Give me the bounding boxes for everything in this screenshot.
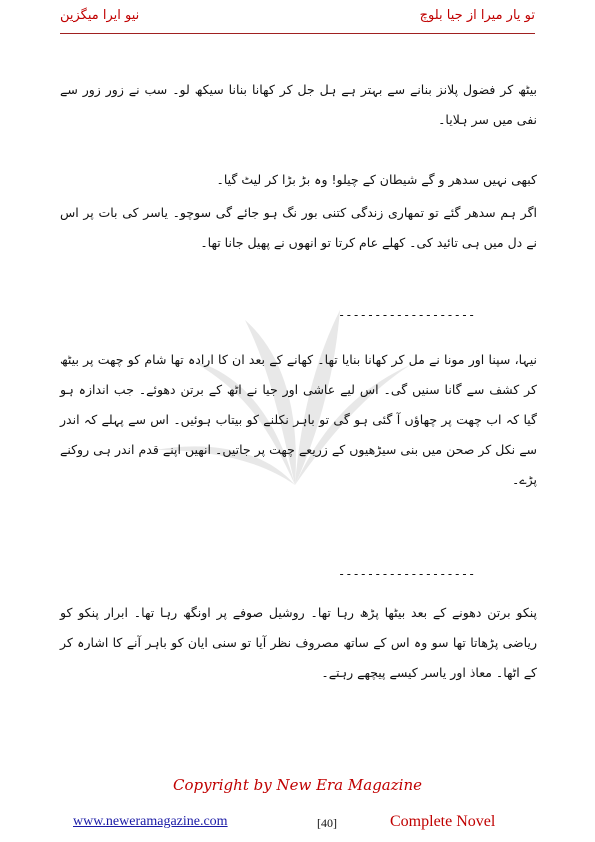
section-separator: ------------------- (338, 567, 476, 581)
footer-copyright: Copyright by New Era Magazine (173, 776, 422, 794)
paragraph-3: اگر ہم سدھر گئے تو تمھاری زندگی کتنی بور نگ ہو جائے گی سوچو۔ یاسر کی بات پر اس نے دل میں ہی تائید کی۔ کھلے عام کرتا تو انھوں نے پھیل جانا تھا۔ (60, 205, 537, 250)
paragraph-4: نیہا، سپنا اور مونا نے مل کر کھانا بنایا تھا۔ کھانے کے بعد ان کا ارادہ تھا شام کو چھت پر بیٹھ کر کشف سے گانا سنیں گی۔ اس لیے عاشی اور جیا نے اٹھ کے برتن دھوئے۔ جب اندازہ ہو گیا کہ اب چھت پر چھاؤں آ گئی ہو گی تو باہر نکلنے کو بیتاب ہوئیں۔ اس سے پہلے کہ اندر سے نکل کر صحن میں بنی سیڑھیوں کے زریعے چھت پر جاتیں۔ انھیں اپنے قدم اندر ہی روکنے پڑے۔ (60, 352, 537, 487)
footer-page-number: [40] (317, 816, 337, 830)
header-divider (60, 33, 535, 34)
header-magazine-name: نیو ایرا میگزین (60, 8, 140, 23)
footer-website-link[interactable]: www.neweramagazine.com (73, 814, 228, 829)
header-novel-author: تو یار میرا از جیا بلوچ (419, 8, 535, 23)
paragraph-1: بیٹھ کر فضول پلانز بنانے سے بہتر ہے ہل جل کر کھانا بنانا سیکھ لو۔ سب نے زور زور سے نفی میں سر ہلایا۔ (60, 82, 537, 127)
section-separator: ------------------- (338, 308, 476, 322)
paragraph-2: کبھی نہیں سدھر و گے شیطان کے چیلو! وہ بڑ بڑا کر لیٹ گیا۔ (216, 172, 537, 187)
footer-complete-novel-label: Complete Novel (390, 813, 496, 830)
paragraph-5: پنکو برتن دھونے کے بعد بیٹھا پڑھ رہا تھا۔ روشیل صوفے پر اونگھ رہا تھا۔ ابرار پنکو کو ریاضی پڑھاتا تھا سو وہ اس کے ساتھ مصروف نظر آیا تو سنی ایان کو باہر آنے کا اشارہ کر کے اٹھا۔ معاذ اور یاسر کیسے پیچھے رہتے۔ (60, 605, 537, 680)
